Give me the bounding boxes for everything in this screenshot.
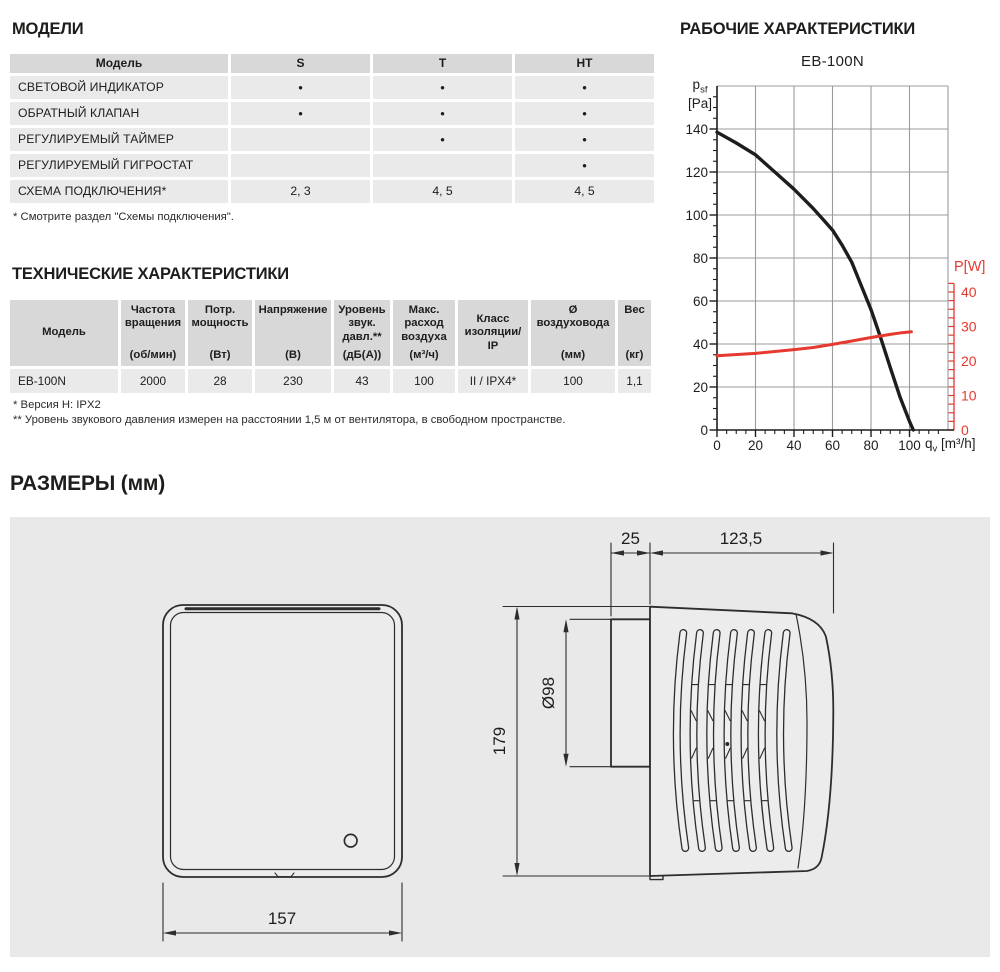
models-row-label: РЕГУЛИРУЕМЫЙ ТАЙМЕР xyxy=(10,128,228,151)
x-axis-symbol: q xyxy=(925,436,933,451)
tech-header-cell xyxy=(618,300,651,366)
right-tick-label: 40 xyxy=(961,284,977,300)
models-heading: МОДЕЛИ xyxy=(12,20,84,38)
tech-header-unit: (об/мин) xyxy=(129,348,177,361)
chart-title: EB-100N xyxy=(801,53,864,70)
tech-header-cell xyxy=(188,300,252,366)
left-tick-label: 120 xyxy=(685,164,708,180)
left-tick-label: 0 xyxy=(700,422,708,438)
tech-cell: 2000 xyxy=(121,369,185,393)
models-row-label: ОБРАТНЫЙ КЛАПАН xyxy=(10,102,228,125)
x-axis-subscript: v xyxy=(932,443,938,455)
left-tick-label: 20 xyxy=(692,379,708,395)
hub-dot xyxy=(725,742,729,746)
body-depth-label: 123,5 xyxy=(719,529,763,548)
models-cell: • xyxy=(373,102,512,125)
tech-footnote-1: * Версия H: IPX2 xyxy=(13,399,101,411)
tech-header-unit: (дБ(А)) xyxy=(342,348,382,361)
left-tick-label: 80 xyxy=(692,250,708,266)
models-cell: • xyxy=(515,102,654,125)
left-tick-label: 140 xyxy=(685,121,708,137)
right-tick-label: 0 xyxy=(961,422,969,438)
dimensions-panel xyxy=(10,517,990,957)
duct-diameter-label: Ø98 xyxy=(539,676,558,710)
tech-header-unit: (Вт) xyxy=(209,348,231,361)
tech-cell: 1,1 xyxy=(618,369,651,393)
models-row-label: СВЕТОВОЙ ИНДИКАТОР xyxy=(10,76,228,99)
tech-cell: 100 xyxy=(393,369,455,393)
tech-header-unit: (кг) xyxy=(625,348,644,361)
tech-cell: 100 xyxy=(531,369,615,393)
right-tick-label: 10 xyxy=(961,387,977,404)
dimensions-heading: РАЗМЕРЫ (мм) xyxy=(10,472,166,495)
models-header-cell: Модель xyxy=(10,54,228,73)
performance-heading: РАБОЧИЕ ХАРАКТЕРИСТИКИ xyxy=(680,20,916,38)
x-axis-unit: [m³/h] xyxy=(941,436,976,451)
right-tick-label: 30 xyxy=(961,318,977,335)
models-cell: 4, 5 xyxy=(373,180,512,203)
left-tick-label: 100 xyxy=(685,207,708,223)
left-tick-label: 60 xyxy=(692,293,708,309)
models-cell: • xyxy=(231,76,370,99)
models-cell: • xyxy=(373,128,512,151)
models-cell: • xyxy=(515,76,654,99)
tech-header-cell xyxy=(334,300,390,366)
x-tick-label: 60 xyxy=(824,438,841,453)
tech-cell: 43 xyxy=(334,369,390,393)
tech-header-cell xyxy=(10,300,118,366)
dimensions-drawing xyxy=(10,517,990,957)
static-pressure-curve xyxy=(717,132,913,430)
side-view xyxy=(611,607,833,880)
tech-cell: EB-100N xyxy=(10,369,118,393)
front-width-label: 157 xyxy=(267,909,297,928)
right-axis-title: P[W] xyxy=(954,259,986,275)
right-tick-label: 20 xyxy=(961,353,977,369)
models-row-label: СХЕМА ПОДКЛЮЧЕНИЯ* xyxy=(10,180,228,203)
tech-header-cell xyxy=(393,300,455,366)
models-cell: 4, 5 xyxy=(515,180,654,203)
models-table xyxy=(10,54,654,203)
tech-header-cell xyxy=(121,300,185,366)
models-cell: • xyxy=(231,102,370,125)
tech-cell: 28 xyxy=(188,369,252,393)
tech-header-title: Частота вращения xyxy=(124,304,182,330)
models-footnote: * Смотрите раздел "Схемы подключения". xyxy=(13,211,234,223)
x-tick-label: 0 xyxy=(713,438,721,453)
tech-header-cell xyxy=(255,300,331,366)
tech-cell: 230 xyxy=(255,369,331,393)
left-tick-label: 40 xyxy=(692,336,708,352)
tech-header-unit: (м³/ч) xyxy=(409,348,439,361)
x-tick-label: 80 xyxy=(863,438,879,453)
models-cell: • xyxy=(515,154,654,177)
height-label: 179 xyxy=(490,726,509,756)
tech-header-title: Уровень звук. давл.** xyxy=(338,304,386,343)
models-row-label: РЕГУЛИРУЕМЫЙ ГИГРОСТАТ xyxy=(10,154,228,177)
tech-header-cell xyxy=(458,300,528,366)
tech-header-title: Вес xyxy=(624,304,645,316)
tech-table xyxy=(10,300,651,393)
models-cell xyxy=(373,154,512,177)
left-axis-unit: [Pa] xyxy=(687,95,712,111)
models-cell xyxy=(231,154,370,177)
models-cell: • xyxy=(515,128,654,151)
left-axis-symbol: p xyxy=(692,77,701,92)
tech-header-title: Напряжение xyxy=(258,304,328,316)
tech-header-title: Класс изоляции/ IP xyxy=(464,313,522,352)
tech-heading: ТЕХНИЧЕСКИЕ ХАРАКТЕРИСТИКИ xyxy=(12,265,289,283)
duct-depth-label: 25 xyxy=(621,529,640,548)
x-tick-label: 40 xyxy=(786,438,802,453)
diameter-dim xyxy=(563,619,611,766)
tech-header-title: Модель xyxy=(42,326,86,339)
models-header-cell: T xyxy=(373,54,512,73)
models-header-cell: S xyxy=(231,54,370,73)
depth-dims xyxy=(611,543,834,616)
models-cell: • xyxy=(373,76,512,99)
performance-chart xyxy=(660,40,1000,470)
models-cell xyxy=(231,128,370,151)
tech-header-unit: (В) xyxy=(285,348,301,361)
tech-header-unit: (мм) xyxy=(560,348,586,361)
models-cell: 2, 3 xyxy=(231,180,370,203)
models-header-cell: HT xyxy=(515,54,654,73)
x-tick-label: 20 xyxy=(747,438,764,453)
tech-cell: II / IPX4* xyxy=(458,369,528,393)
tech-header-title: Макс. расход воздуха xyxy=(401,304,447,343)
x-tick-label: 100 xyxy=(898,438,921,453)
tech-header-title: Потр. мощность xyxy=(191,304,249,330)
tech-footnote-2: ** Уровень звукового давления измерен на расстоянии 1,5 м от вентилятора, в свободном пространстве. xyxy=(13,414,566,426)
tech-header-title: Ø воздуховода xyxy=(536,304,610,330)
tech-header-cell xyxy=(531,300,615,366)
front-view xyxy=(163,605,402,877)
left-axis-subscript: sf xyxy=(700,84,708,96)
